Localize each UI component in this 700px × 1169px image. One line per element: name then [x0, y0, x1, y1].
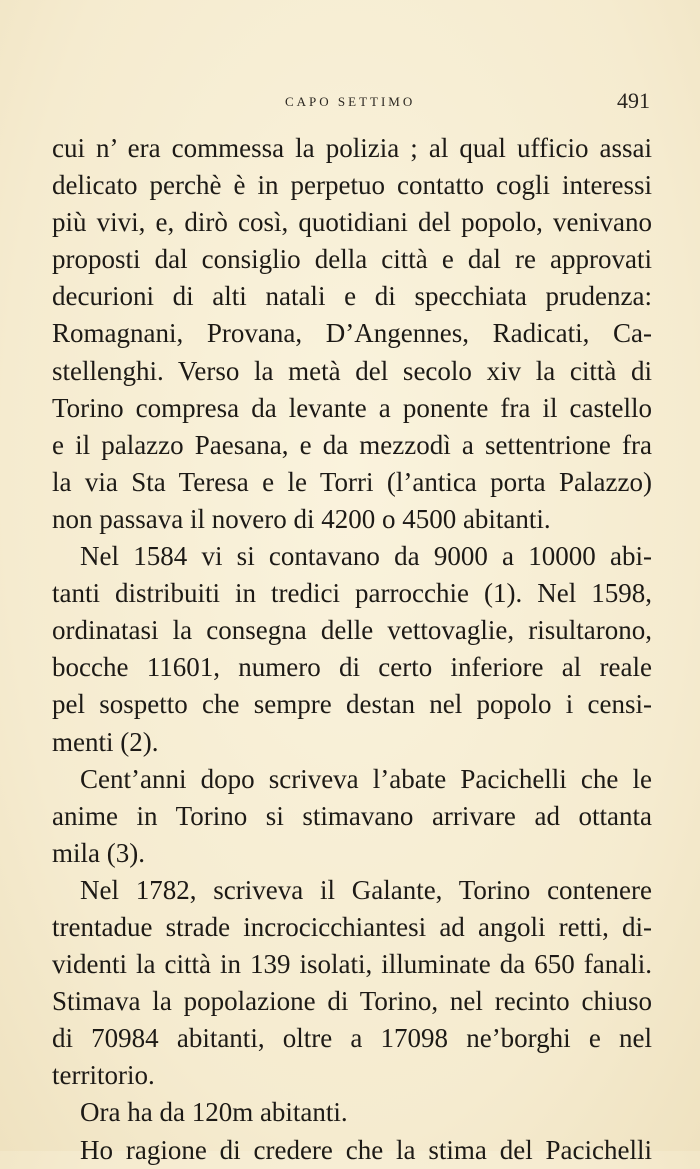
text-line: pel sospetto che sempre destan nel popolo i censi-: [52, 689, 652, 720]
text-line: videnti la città in 139 isolati, illuminate da 650 fanali.: [52, 949, 652, 980]
text-line: proposti dal consiglio della città e dal re approvati: [52, 244, 652, 275]
text-line: cui n’ era commessa la polizia ; al qual ufficio assai: [52, 133, 652, 163]
text-line: Ho ragione di credere che la stima del Pacichelli: [80, 1134, 652, 1165]
text-line: Nel 1782, scriveva il Galante, Torino contenere: [80, 874, 652, 905]
text-line: anime in Torino si stimavano arrivare ad ottanta: [52, 800, 652, 831]
text-line: bocche 11601, numero di certo inferiore al reale: [52, 652, 652, 683]
text-line: la via Sta Teresa e le Torri (l’antica porta Palazzo): [52, 466, 652, 497]
text-line: Romagnani, Provana, D’Angennes, Radicati, Ca-: [52, 318, 652, 349]
text-line: Ora ha da 120m abitanti.: [80, 1097, 348, 1128]
text-line: trentadue strade incrocicchiantesi ad angoli retti, di-: [52, 911, 652, 942]
text-line: di 70984 abitanti, oltre a 17098 ne’borghi e nel: [52, 1023, 652, 1054]
text-line: e il palazzo Paesana, e da mezzodì a settentrione fra: [52, 429, 652, 460]
text-line: non passava il novero di 4200 o 4500 abitanti.: [52, 503, 551, 534]
text-line: menti (2).: [52, 726, 159, 757]
running-title: CAPO SETTIMO: [285, 94, 416, 109]
text-line: stellenghi. Verso la metà del secolo xiv la città di: [52, 355, 652, 386]
text-line: Torino compresa da levante a ponente fra il castello: [52, 392, 652, 423]
text-line: territorio.: [52, 1060, 155, 1091]
text-line: più vivi, e, dirò così, quotidiani del popolo, venivano: [52, 207, 652, 238]
text-line: delicato perchè è in perpetuo contatto cogli interessi: [52, 170, 652, 201]
body-text: [52, 130, 652, 1169]
text-line: Stimava la popolazione di Torino, nel recinto chiuso: [52, 986, 652, 1017]
text-line: Cent’anni dopo scriveva l’abate Pacichelli che le: [80, 763, 652, 794]
text-line: Nel 1584 vi si contavano da 9000 a 10000 abi-: [80, 541, 652, 572]
text-line: mila (3).: [52, 837, 145, 868]
page-number: 491: [617, 88, 650, 113]
text-line: decurioni di alti natali e di specchiata prudenza:: [52, 281, 652, 312]
text-line: ordinatasi la consegna delle vettovaglie, risultarono,: [52, 615, 652, 646]
text-line: tanti distribuiti in tredici parrocchie (1). Nel 1598,: [52, 578, 652, 609]
running-head: [0, 88, 700, 118]
